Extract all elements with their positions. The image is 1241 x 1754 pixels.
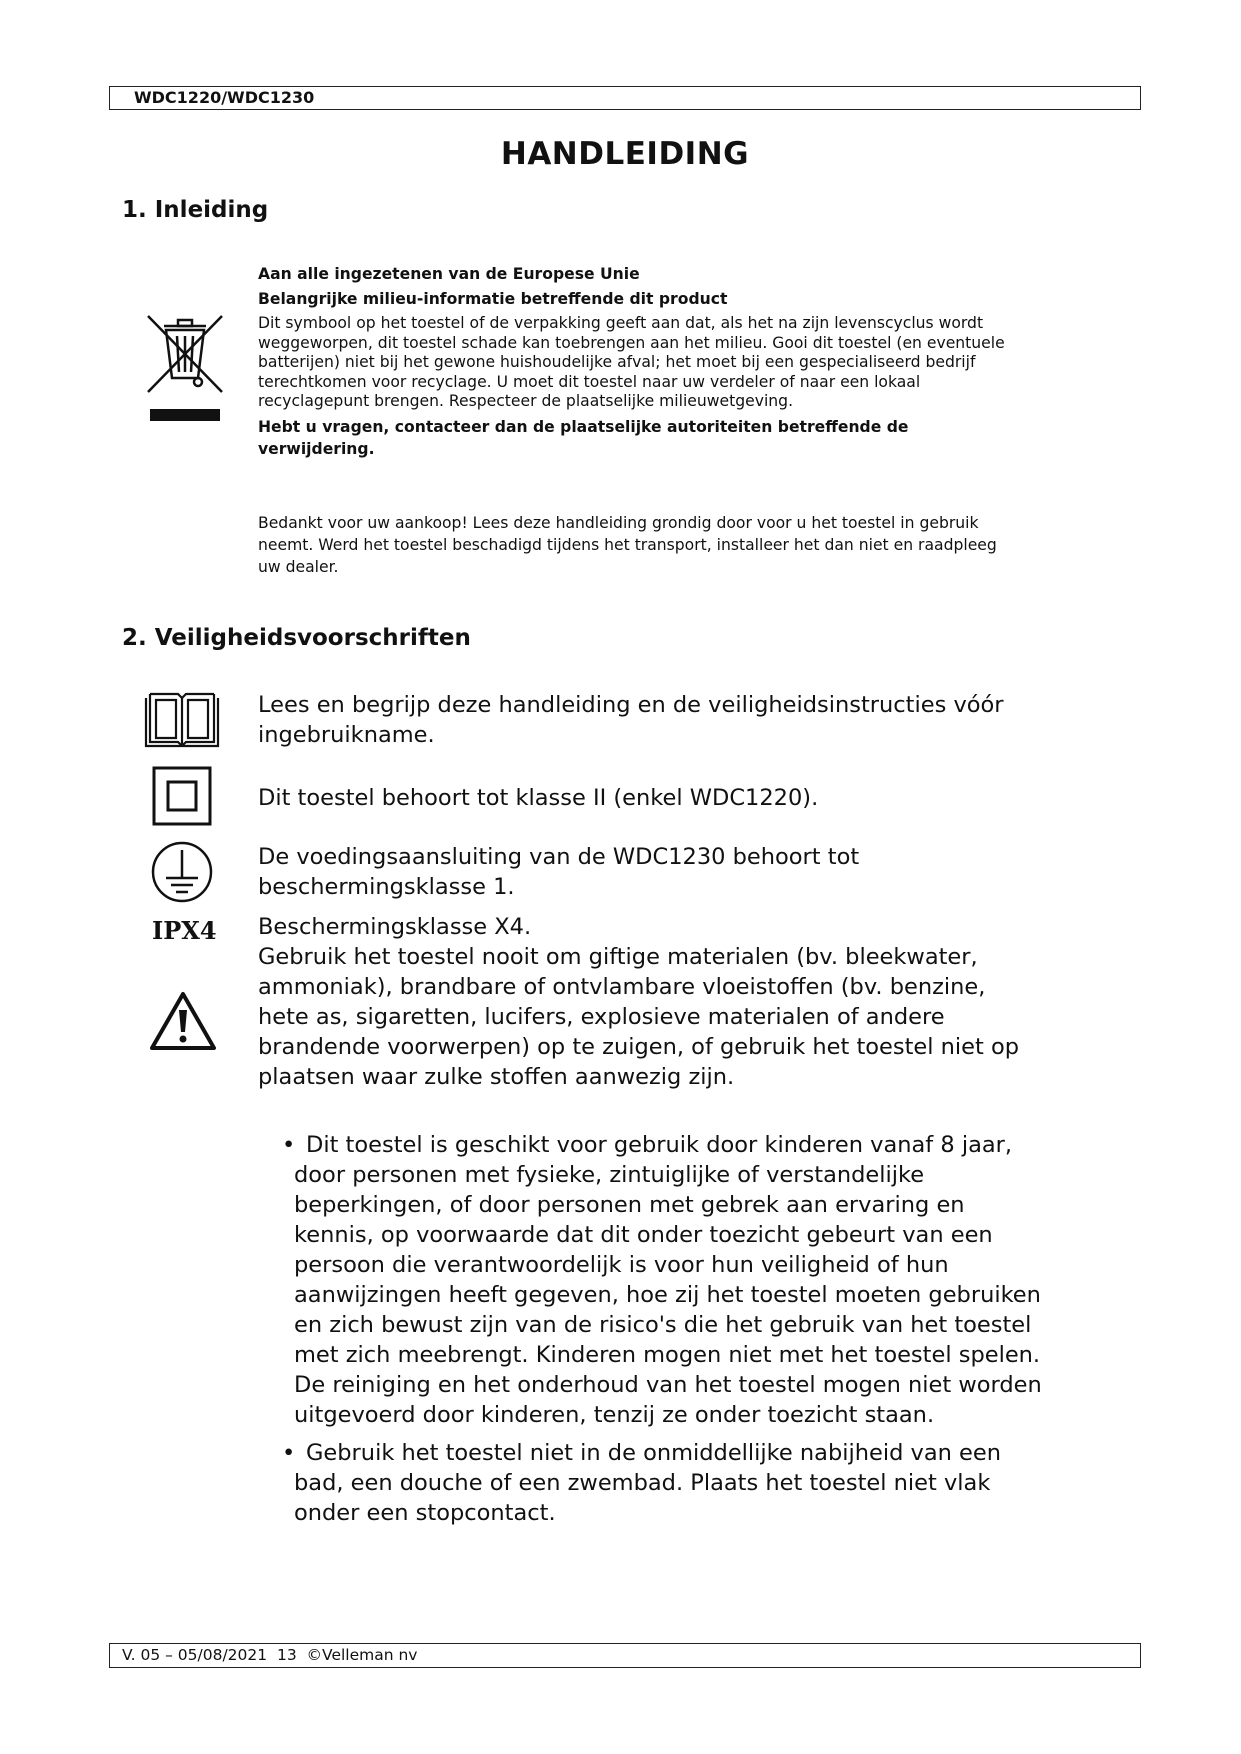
safety-text-warning: Gebruik het toestel nooit om giftige materialen (bv. bleekwater, ammoniak), brandbare of ontvlambare vloeistoffen (bv. benzine, hete as, sigaretten, lucifers, explosieve materialen of andere brandende voorwerpen) op te zuigen, of gebruik het toestel niet op plaatsen waar zulke stoffen aanwezig zijn. (258, 944, 1020, 1090)
safety-text-protective-earth: De voedingsaansluiting van de WDC1230 behoort tot beschermingsklasse 1. (258, 844, 860, 900)
weee-body: Dit symbool op het toestel of de verpakking geeft aan dat, als het na zijn levenscyclus wordt weggeworpen, dit toestel schade kan toebrengen aan het milieu. Gooi dit toestel (en eventuele batterijen) niet bij het gewone huishoudelijke afval; het moet bij een gespecialiseerd bedrijf terechtkomen voor recyclage. U moet dit toestel naar uw verdeler of naar een lokaal recyclagepunt brengen. Respecteer de plaatselijke milieuwetgeving. (258, 314, 1005, 410)
header-bar (109, 86, 1141, 110)
weee-notice (258, 264, 1118, 460)
thanks-paragraph: Bedankt voor uw aankoop! Lees deze handleiding grondig door voor u het toestel in gebruik neemt. Werd het toestel beschadigd tijdens het transport, installeer het dan niet en raadpleeg uw dealer. (258, 514, 997, 576)
section-heading-inleiding: 1. Inleiding (122, 197, 269, 223)
safety-bullet-list (258, 1130, 1138, 1528)
footer-version: V. 05 – 05/08/2021 13 ©Velleman nv (122, 1646, 418, 1664)
weee-line-2: Belangrijke milieu-informatie betreffende dit product (258, 290, 728, 308)
section-heading-veiligheid: 2. Veiligheidsvoorschriften (122, 625, 471, 651)
weee-line-1: Aan alle ingezetenen van de Europese Unie (258, 265, 640, 283)
manual-book-icon (142, 690, 222, 752)
weee-crossed-bin-icon (142, 312, 226, 424)
safety-text-ipx4: Beschermingsklasse X4. (258, 914, 532, 940)
footer-bar (109, 1643, 1141, 1668)
model-number: WDC1220/WDC1230 (134, 88, 315, 107)
list-item: • Dit toestel is geschikt voor gebruik door kinderen vanaf 8 jaar, door personen met fysieke, zintuiglijke of verstandelijke beperkingen, of door personen met gebrek aan ervaring en kennis, op voorwaarde dat dit onder toezicht gebeurt van een persoon die verantwoordelijk is voor hun veiligheid of hun aanwijzingen heeft gegeven, hoe zij het toestel moeten gebruiken en zich bewust zijn van de risico's die het gebruik van het toestel met zich meebrengt. Kinderen mogen niet met het toestel spelen. De reiniging en het onderhoud van het toestel mogen niet worden uitgevoerd door kinderen, tenzij ze onder toezicht staan. (282, 1132, 1042, 1428)
warning-triangle-icon (148, 990, 218, 1052)
class-ii-double-insulation-icon (152, 766, 212, 826)
safety-text-class-ii: Dit toestel behoort tot klasse II (enkel WDC1220). (258, 785, 819, 811)
page-title: HANDLEIDING (500, 136, 750, 172)
protective-earth-icon (150, 840, 214, 904)
weee-contact: Hebt u vragen, contacteer dan de plaatselijke autoriteiten betreffende de verwijdering. (258, 417, 909, 458)
safety-text-manual: Lees en begrijp deze handleiding en de veiligheidsinstructies vóór ingebruikname. (258, 692, 1004, 748)
list-item: • Gebruik het toestel niet in de onmiddellijke nabijheid van een bad, een douche of een zwembad. Plaats het toestel niet vlak onder een stopcontact. (282, 1440, 1001, 1526)
ipx4-label: IPX4 (152, 916, 217, 945)
